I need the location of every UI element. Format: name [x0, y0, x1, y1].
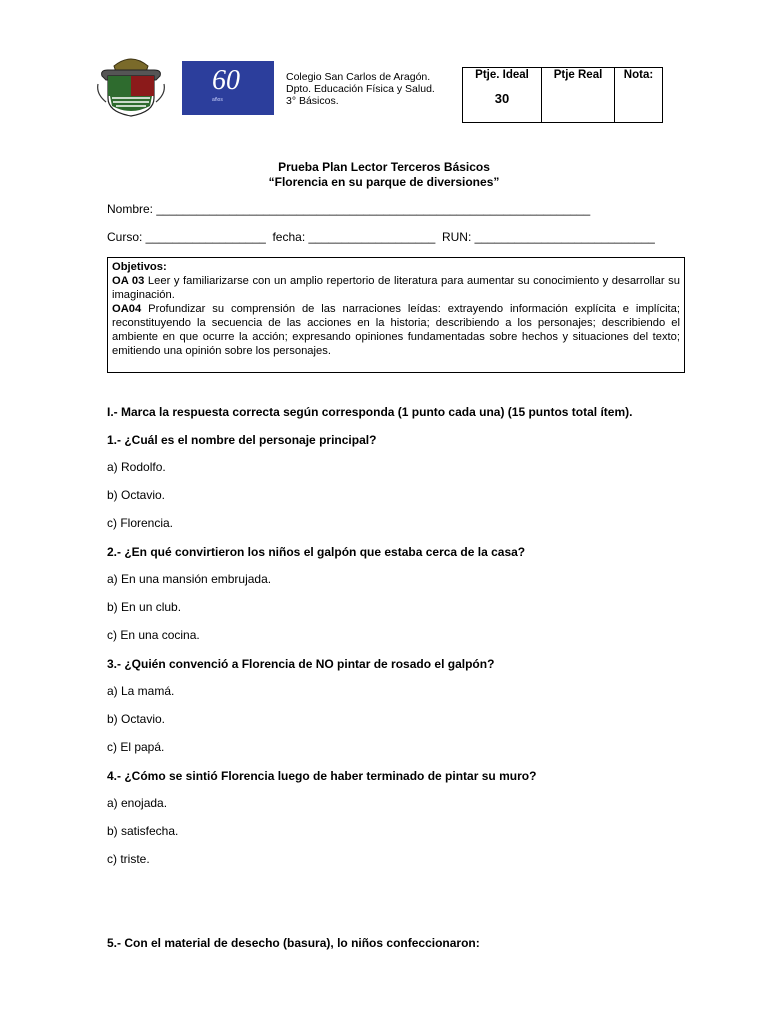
oa04-text: Profundizar su comprensión de las narraciones leídas: extrayendo información explícita e implícita; reconstituyendo la secuencia de las acciones en la historia; describiendo a los personajes; describiendo el ambiente en que ocurre la acción; expresando opiniones fundamentadas sobre hechos y situaciones del texto; emitiendo una opinión sobre los personajes.: [112, 303, 680, 357]
school-info: [286, 71, 435, 107]
section-heading: I.- Marca la respuesta correcta según corresponda (1 punto cada una) (15 puntos total ítem).: [107, 405, 633, 419]
q1-option-b[interactable]: b) Octavio.: [107, 488, 166, 502]
q4-option-a[interactable]: a) enojada.: [107, 796, 168, 810]
q2-option-a[interactable]: a) En una mansión embrujada.: [107, 572, 272, 586]
real-score-cell[interactable]: [542, 68, 615, 123]
q1-option-c[interactable]: c) Florencia.: [107, 516, 174, 530]
q2-option-b[interactable]: b) En un club.: [107, 600, 182, 614]
title-line-1: Prueba Plan Lector Terceros Básicos: [278, 160, 490, 174]
q4-option-c[interactable]: c) triste.: [107, 852, 150, 866]
objectives-heading: Objetivos:: [112, 261, 167, 273]
school-crest-logo: [96, 54, 166, 118]
page-title: [0, 160, 768, 190]
school-name: Colegio San Carlos de Aragón.: [286, 71, 431, 83]
anniversary-logo: [182, 61, 274, 115]
score-table: [462, 67, 663, 123]
grade-label: Nota:: [623, 69, 654, 81]
grade-level: 3° Básicos.: [286, 95, 339, 107]
question-4: 4.- ¿Cómo se sintió Florencia luego de haber terminado de pintar su muro?: [107, 769, 537, 783]
title-line-2: “Florencia en su parque de diversiones”: [268, 175, 500, 189]
objectives-box: [107, 257, 685, 373]
ideal-score-label: Ptje. Ideal: [475, 69, 529, 81]
question-1: 1.- ¿Cuál es el nombre del personaje principal?: [107, 433, 377, 447]
logo-number: 60: [212, 65, 240, 96]
q3-option-c[interactable]: c) El papá.: [107, 740, 165, 754]
oa03-text: Leer y familiarizarse con un amplio repertorio de literatura para aumentar su conocimiento y desarrollar su imaginación.: [112, 275, 680, 301]
ideal-score-value: 30: [494, 91, 510, 106]
question-3: 3.- ¿Quién convenció a Florencia de NO pintar de rosado el galpón?: [107, 657, 495, 671]
ideal-score-cell: [463, 68, 542, 123]
course-date-run-fields[interactable]: Curso: __________________ fecha: ___________________ RUN: ___________________________: [107, 230, 655, 244]
oa04-code: OA04: [112, 303, 142, 315]
logo-subtext: años: [212, 97, 223, 103]
q3-option-b[interactable]: b) Octavio.: [107, 712, 166, 726]
objective-oa03: [112, 274, 680, 302]
question-2: 2.- ¿En qué convirtieron los niños el galpón que estaba cerca de la casa?: [107, 545, 526, 559]
name-field[interactable]: Nombre: _________________________________________________________________: [107, 202, 591, 216]
real-score-label: Ptje Real: [553, 69, 603, 81]
question-5: 5.- Con el material de desecho (basura), lo niños confeccionaron:: [107, 936, 480, 950]
department: Dpto. Educación Física y Salud.: [286, 83, 435, 95]
grade-cell[interactable]: [615, 68, 663, 123]
q2-option-c[interactable]: c) En una cocina.: [107, 628, 200, 642]
q1-option-a[interactable]: a) Rodolfo.: [107, 460, 166, 474]
q3-option-a[interactable]: a) La mamá.: [107, 684, 175, 698]
objective-oa04: [112, 302, 680, 358]
q4-option-b[interactable]: b) satisfecha.: [107, 824, 179, 838]
oa03-code: OA 03: [112, 275, 145, 287]
